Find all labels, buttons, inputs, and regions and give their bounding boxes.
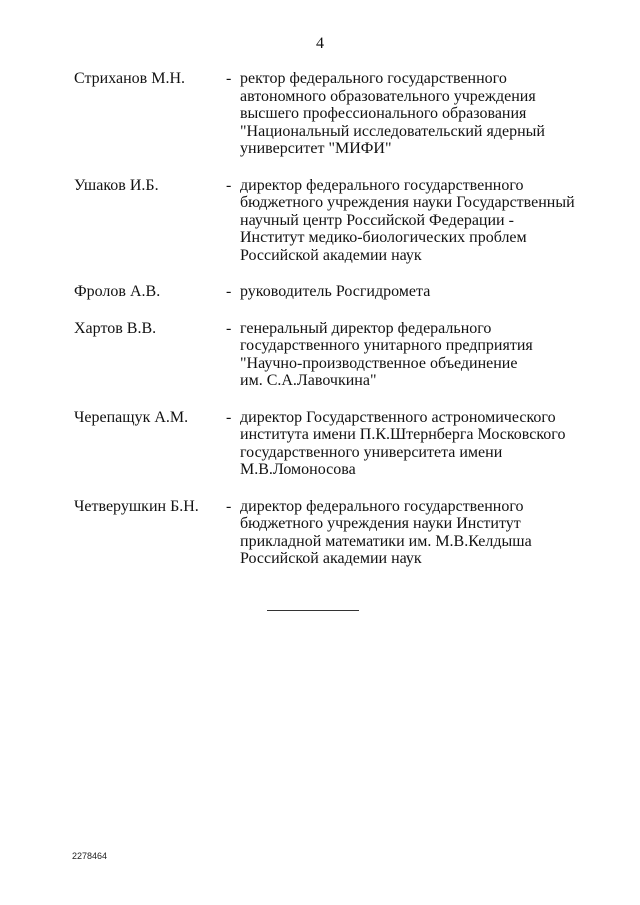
position-line: М.В.Ломоносова <box>240 461 356 478</box>
position-line: института имени П.К.Штернберга Московского <box>240 426 566 443</box>
dash-separator: - <box>226 319 232 337</box>
position-line: Российской академии наук <box>240 550 422 567</box>
position-line: директор федерального государственного <box>240 176 524 194</box>
position-line: генеральный директор федерального <box>240 319 492 337</box>
position-line: им. С.А.Лавочкина" <box>240 372 377 389</box>
position-line: автономного образовательного учреждения <box>240 87 536 105</box>
member-name: Стриханов М.Н. <box>74 70 185 87</box>
member-name: Ушаков И.Б. <box>74 176 159 194</box>
dash-separator: - <box>226 176 232 194</box>
position-line: бюджетного учреждения науки Государственный <box>240 194 575 211</box>
position-line: Институт медико-биологических проблем <box>240 229 527 246</box>
position-line: директор Государственного астрономического <box>240 408 556 426</box>
list-item <box>74 283 574 301</box>
position-line: руководитель Росгидромета <box>240 283 431 300</box>
position-line: научный центр Российской Федерации - <box>240 211 514 229</box>
list-item <box>74 320 574 390</box>
member-name: Хартов В.В. <box>74 319 157 337</box>
position-line: директор федерального государственного <box>240 497 524 515</box>
member-position <box>240 283 574 301</box>
dash-separator: - <box>226 283 232 300</box>
member-name: Четверушкин Б.Н. <box>74 497 199 515</box>
position-line: прикладной математики им. М.В.Келдыша <box>240 532 532 550</box>
member-position <box>240 498 574 568</box>
member-position <box>240 320 574 390</box>
dash-separator: - <box>226 497 232 515</box>
list-item <box>74 498 574 568</box>
member-name: Фролов А.В. <box>74 283 161 300</box>
dash-separator: - <box>226 70 232 87</box>
member-name: Черепащук А.М. <box>74 408 189 426</box>
list-item <box>74 409 574 479</box>
position-line: университет "МИФИ" <box>240 140 392 157</box>
position-line: высшего профессионального образования <box>240 105 527 122</box>
position-line: "Национальный исследовательский ядерный <box>240 122 545 140</box>
position-line: "Научно-производственное объединение <box>240 354 518 372</box>
member-position <box>240 409 574 479</box>
end-of-list-divider <box>267 610 359 611</box>
position-line: государственного университета имени <box>240 443 503 461</box>
member-list <box>74 70 574 587</box>
position-line: ректор федерального государственного <box>240 70 507 87</box>
member-position <box>240 70 574 158</box>
document-code: 2278464 <box>72 851 108 861</box>
list-item <box>74 70 574 158</box>
list-item <box>74 177 574 265</box>
dash-separator: - <box>226 408 232 426</box>
position-line: Российской академии наук <box>240 246 422 264</box>
page-number: 4 <box>316 35 324 52</box>
member-position <box>240 177 575 265</box>
position-line: государственного унитарного предприятия <box>240 337 533 354</box>
position-line: бюджетного учреждения науки Институт <box>240 515 521 532</box>
